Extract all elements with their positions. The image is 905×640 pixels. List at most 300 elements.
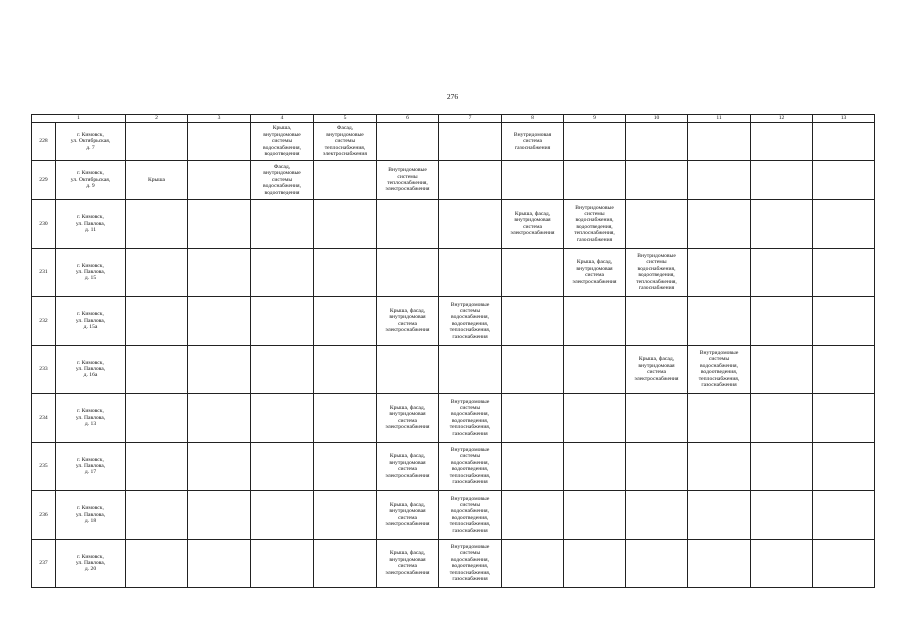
work-cell	[314, 297, 377, 346]
cell-line: электроснабжения	[510, 230, 555, 237]
cell-line: внутридомовая	[389, 556, 426, 563]
work-cell	[251, 161, 314, 200]
work-cell	[188, 123, 251, 161]
column-header: 10	[626, 115, 688, 123]
work-cell	[626, 297, 688, 346]
cell-line: ул. Павлова,	[75, 317, 106, 324]
cell-line: теплоснабжения,	[387, 180, 428, 186]
cell-line: ул. Павлова,	[75, 560, 106, 567]
cell-line: водоснабжения,	[451, 459, 489, 466]
address-cell	[56, 442, 126, 491]
table-header-row	[32, 115, 875, 123]
work-cell	[251, 442, 314, 491]
work-cell	[377, 248, 439, 297]
work-cell	[564, 161, 626, 200]
work-cell	[813, 345, 875, 394]
cell-line: теплоснабжения,	[449, 327, 491, 334]
cell-line: водоотведения,	[451, 563, 489, 570]
cell-line: газоснабжения	[701, 382, 737, 389]
cell-line: г. Кимовск,	[77, 311, 104, 318]
cell-line: электроснабжения	[572, 278, 617, 285]
work-cell	[502, 248, 564, 297]
cell-line: электроснабжения	[634, 375, 679, 382]
work-cell	[439, 491, 502, 540]
cell-line: Внутридомовые	[575, 204, 614, 211]
cell-line: теплоснабжения,	[324, 144, 366, 151]
work-cell	[626, 161, 688, 200]
cell-line: Крыша,	[272, 125, 292, 132]
cell-line: Внутридомовые	[450, 447, 490, 454]
cell-line: водоотведения,	[638, 272, 675, 279]
work-cell	[188, 248, 251, 297]
cell-line: электроснабжения	[385, 521, 430, 528]
cell-line: водоснабжения,	[451, 556, 489, 563]
cell-line: теплоснабжения,	[574, 230, 615, 237]
table-row	[32, 161, 875, 200]
cell-line: газоснабжения	[452, 527, 488, 534]
cell-line: водоснабжения,	[575, 217, 614, 224]
cell-line: Внутридомовые	[388, 167, 427, 174]
cell-line: водоснабжения,	[637, 265, 676, 272]
cell-line: д. 15а	[83, 323, 98, 330]
work-cell	[626, 200, 688, 249]
cell-line: водоснабжения,	[263, 183, 301, 190]
table-row	[32, 394, 875, 443]
cell-line: ул. Октябрьская,	[70, 138, 111, 145]
cell-line: г. Кимовск,	[77, 505, 104, 512]
work-cell	[439, 200, 502, 249]
cell-line: электроснабжения	[323, 151, 367, 158]
address-cell	[56, 394, 126, 443]
work-cell	[751, 200, 813, 249]
work-cell	[564, 248, 626, 297]
address-cell	[56, 345, 126, 394]
cell-line: электроснабжения	[385, 186, 430, 193]
work-cell	[251, 200, 314, 249]
cell-line: 236	[39, 511, 48, 518]
work-cell	[251, 539, 314, 588]
cell-line: Внутридомовые	[637, 253, 676, 260]
table-row	[32, 200, 875, 249]
work-cell	[188, 442, 251, 491]
work-cell	[751, 491, 813, 540]
work-cell	[126, 539, 188, 588]
cell-line: внутридомовая	[638, 362, 675, 369]
work-cell	[377, 394, 439, 443]
cell-line: ул. Павлова,	[75, 414, 106, 421]
work-cell	[502, 539, 564, 588]
cell-line: внутридомовая	[389, 459, 426, 466]
cell-line: 231	[39, 269, 48, 276]
work-cell	[377, 539, 439, 588]
work-cell	[813, 491, 875, 540]
work-cell	[377, 442, 439, 491]
cell-line: внутридомовая	[389, 314, 426, 321]
table-row	[32, 123, 875, 161]
work-cell	[377, 345, 439, 394]
work-cell	[688, 442, 751, 491]
cell-line: Крыша, фасад,	[389, 550, 426, 557]
work-cell	[314, 248, 377, 297]
work-cell	[188, 345, 251, 394]
cell-line: Внутридомовая	[513, 131, 552, 138]
cell-line: системы	[397, 173, 418, 180]
cell-line: Крыша, фасад,	[389, 307, 426, 314]
cell-line: г. Кимовск,	[77, 553, 104, 560]
cell-line: д. 16а	[83, 372, 98, 379]
work-cell	[502, 200, 564, 249]
cell-line: г. Кимовск,	[77, 131, 104, 138]
cell-line: водоотведения,	[451, 466, 489, 473]
work-cell	[188, 394, 251, 443]
work-cell	[688, 123, 751, 161]
cell-line: водоснабжения,	[451, 411, 489, 418]
cell-line: электроснабжения	[385, 472, 430, 479]
cell-line: 235	[39, 463, 48, 470]
cell-line: 228	[39, 138, 48, 145]
cell-line: системы	[584, 210, 605, 217]
cell-line: водоотведения	[264, 151, 300, 158]
cell-line: внутридомовая	[389, 411, 426, 418]
work-cell	[751, 394, 813, 443]
work-cell	[439, 123, 502, 161]
cell-line: система	[647, 369, 666, 376]
work-cell	[751, 248, 813, 297]
work-cell	[126, 297, 188, 346]
column-header: 7	[439, 115, 502, 123]
cell-line: водоотведения,	[451, 417, 489, 424]
cell-line: системы	[459, 307, 481, 314]
cell-line: системы	[459, 404, 481, 411]
cell-line: д. 13	[84, 420, 97, 427]
work-cell	[126, 442, 188, 491]
address-cell	[56, 491, 126, 540]
table-row	[32, 248, 875, 297]
column-header: 9	[564, 115, 626, 123]
work-cell	[564, 200, 626, 249]
work-cell	[377, 491, 439, 540]
row-number-cell	[32, 297, 56, 346]
work-cell	[377, 297, 439, 346]
work-cell	[126, 248, 188, 297]
cell-line: водоотведения,	[451, 514, 489, 521]
address-cell	[56, 200, 126, 249]
cell-line: водоотведения	[264, 189, 300, 196]
work-cell	[564, 394, 626, 443]
work-cell	[126, 200, 188, 249]
work-cell	[813, 394, 875, 443]
cell-line: газоснабжения	[576, 236, 613, 243]
work-cell	[626, 248, 688, 297]
cell-line: системы	[646, 259, 667, 266]
cell-line: газоснабжения	[452, 576, 488, 583]
cell-line: д. 9	[86, 183, 95, 190]
address-cell	[56, 161, 126, 200]
work-cell	[751, 123, 813, 161]
cell-line: теплоснабжения,	[449, 521, 491, 528]
repair-schedule-table	[31, 114, 875, 588]
cell-line: теплоснабжения,	[449, 424, 491, 431]
table-row	[32, 345, 875, 394]
work-cell	[188, 539, 251, 588]
cell-line: водоснабжения,	[700, 362, 738, 369]
column-header: 4	[251, 115, 314, 123]
work-cell	[439, 297, 502, 346]
work-cell	[126, 123, 188, 161]
cell-line: 237	[39, 560, 48, 567]
table-row	[32, 491, 875, 540]
cell-line: внутридомовые	[263, 131, 301, 138]
work-cell	[188, 491, 251, 540]
work-cell	[751, 442, 813, 491]
work-cell	[251, 491, 314, 540]
column-header: 1	[32, 115, 126, 123]
work-cell	[626, 442, 688, 491]
work-cell	[314, 394, 377, 443]
cell-line: д. 17	[84, 469, 97, 476]
cell-line: Внутридомовые	[450, 301, 490, 308]
work-cell	[813, 442, 875, 491]
row-number-cell	[32, 248, 56, 297]
work-cell	[564, 539, 626, 588]
cell-line: система	[398, 417, 417, 424]
cell-line: Фасад,	[336, 125, 354, 132]
table-row	[32, 539, 875, 588]
cell-line: 233	[39, 366, 48, 373]
cell-line: электроснабжения	[385, 569, 430, 576]
work-cell	[688, 248, 751, 297]
cell-line: система	[398, 466, 417, 473]
work-cell	[439, 394, 502, 443]
work-cell	[564, 297, 626, 346]
cell-line: д. 15	[84, 275, 97, 282]
cell-line: д. 20	[84, 566, 97, 573]
row-number-cell	[32, 123, 56, 161]
cell-line: системы	[708, 356, 730, 363]
work-cell	[626, 345, 688, 394]
cell-line: теплоснабжения,	[449, 569, 491, 576]
row-number-cell	[32, 161, 56, 200]
cell-line: ул. Павлова,	[75, 220, 106, 227]
cell-line: 232	[39, 317, 48, 324]
cell-line: Фасад,	[273, 163, 291, 170]
work-cell	[751, 539, 813, 588]
work-cell	[377, 200, 439, 249]
work-cell	[688, 394, 751, 443]
work-cell	[314, 442, 377, 491]
column-header: 12	[751, 115, 813, 123]
work-cell	[314, 345, 377, 394]
cell-line: системы	[459, 550, 481, 557]
cell-line: внутридомовая	[389, 508, 426, 515]
cell-line: системы	[271, 176, 293, 183]
work-cell	[751, 345, 813, 394]
cell-line: внутридомовая	[576, 265, 613, 272]
cell-line: ул. Павлова,	[75, 463, 106, 470]
work-cell	[813, 123, 875, 161]
cell-line: Внутридомовые	[450, 495, 490, 502]
cell-line: Внутридомовые	[450, 398, 490, 405]
work-cell	[502, 394, 564, 443]
row-number-cell	[32, 539, 56, 588]
work-cell	[688, 491, 751, 540]
address-cell	[56, 539, 126, 588]
cell-line: г. Кимовск,	[77, 170, 104, 177]
work-cell	[188, 297, 251, 346]
work-cell	[626, 539, 688, 588]
cell-line: системы	[271, 138, 293, 145]
cell-line: Крыша, фасад,	[514, 210, 551, 217]
work-cell	[314, 200, 377, 249]
work-cell	[626, 491, 688, 540]
cell-line: водоотведения,	[451, 320, 489, 327]
work-cell	[126, 161, 188, 200]
cell-line: Крыша, фасад,	[576, 259, 613, 266]
work-cell	[502, 161, 564, 200]
column-header: 5	[314, 115, 377, 123]
cell-line: газоснабжения	[452, 479, 488, 486]
cell-line: 229	[39, 176, 48, 183]
work-cell	[251, 297, 314, 346]
column-header: 3	[188, 115, 251, 123]
work-cell	[813, 297, 875, 346]
cell-line: г. Кимовск,	[77, 262, 104, 269]
work-cell	[439, 345, 502, 394]
work-cell	[626, 394, 688, 443]
cell-line: внутридомовые	[263, 170, 301, 177]
work-cell	[502, 345, 564, 394]
work-cell	[188, 161, 251, 200]
work-cell	[188, 200, 251, 249]
cell-line: водоотведения,	[576, 223, 613, 230]
work-cell	[564, 123, 626, 161]
work-cell	[626, 123, 688, 161]
work-cell	[439, 248, 502, 297]
work-cell	[751, 297, 813, 346]
column-header: 11	[688, 115, 751, 123]
cell-line: водоснабжения,	[263, 144, 301, 151]
cell-line: г. Кимовск,	[77, 456, 104, 463]
cell-line: теплоснабжения,	[636, 278, 677, 285]
cell-line: внутридомовые	[326, 131, 364, 138]
cell-line: системы	[459, 453, 481, 460]
work-cell	[813, 200, 875, 249]
column-header: 13	[813, 115, 875, 123]
cell-line: системы	[459, 501, 481, 508]
cell-line: д. 18	[84, 517, 97, 524]
work-cell	[688, 539, 751, 588]
cell-line: система	[398, 563, 417, 570]
cell-line: ул. Павлова,	[75, 269, 106, 276]
column-header: 2	[126, 115, 188, 123]
work-cell	[439, 161, 502, 200]
work-cell	[502, 297, 564, 346]
cell-line: внутридомовая	[514, 217, 551, 224]
work-cell	[377, 161, 439, 200]
cell-line: д. 11	[84, 226, 97, 233]
cell-line: газоснабжения	[514, 144, 551, 151]
cell-line: 234	[39, 414, 48, 421]
cell-line: Крыша, фасад,	[389, 404, 426, 411]
work-cell	[126, 394, 188, 443]
work-cell	[251, 345, 314, 394]
work-cell	[688, 345, 751, 394]
row-number-cell	[32, 491, 56, 540]
cell-line: Крыша, фасад,	[389, 501, 426, 508]
cell-line: Внутридомовые	[450, 544, 490, 551]
cell-line: Крыша, фасад,	[389, 453, 426, 460]
work-cell	[314, 123, 377, 161]
table-body	[32, 123, 875, 588]
work-cell	[688, 297, 751, 346]
work-cell	[377, 123, 439, 161]
cell-line: электроснабжения	[385, 424, 430, 431]
cell-line: водоснабжения,	[451, 314, 489, 321]
row-number-cell	[32, 345, 56, 394]
work-cell	[564, 442, 626, 491]
cell-line: д. 7	[86, 144, 95, 151]
work-cell	[688, 200, 751, 249]
work-cell	[314, 161, 377, 200]
work-cell	[564, 345, 626, 394]
work-cell	[502, 442, 564, 491]
cell-line: электроснабжения	[385, 327, 430, 334]
table-row	[32, 297, 875, 346]
work-cell	[502, 491, 564, 540]
cell-line: теплоснабжения,	[449, 472, 491, 479]
work-cell	[251, 394, 314, 443]
cell-line: Крыша	[147, 176, 166, 183]
work-cell	[126, 345, 188, 394]
work-cell	[314, 539, 377, 588]
cell-line: Внутридомовые	[699, 350, 739, 357]
cell-line: система	[585, 272, 604, 279]
column-header: 8	[502, 115, 564, 123]
work-cell	[813, 161, 875, 200]
work-cell	[564, 491, 626, 540]
work-cell	[126, 491, 188, 540]
row-number-cell	[32, 200, 56, 249]
cell-line: системы	[334, 138, 356, 145]
cell-line: система	[398, 514, 417, 521]
cell-line: г. Кимовск,	[77, 214, 104, 221]
work-cell	[251, 248, 314, 297]
cell-line: система	[398, 320, 417, 327]
cell-line: ул. Павлова,	[75, 511, 106, 518]
cell-line: теплоснабжения,	[698, 375, 740, 382]
work-cell	[813, 248, 875, 297]
column-header: 6	[377, 115, 439, 123]
row-number-cell	[32, 394, 56, 443]
cell-line: Крыша, фасад,	[638, 356, 675, 363]
page-number: 276	[446, 92, 459, 101]
cell-line: г. Кимовск,	[77, 408, 104, 415]
row-number-cell	[32, 442, 56, 491]
cell-line: газоснабжения	[452, 333, 488, 340]
work-cell	[251, 123, 314, 161]
cell-line: газоснабжения	[638, 285, 675, 292]
cell-line: 230	[39, 220, 48, 227]
work-cell	[688, 161, 751, 200]
table-row	[32, 442, 875, 491]
work-cell	[314, 491, 377, 540]
address-cell	[56, 248, 126, 297]
work-cell	[751, 161, 813, 200]
address-cell	[56, 297, 126, 346]
address-cell	[56, 123, 126, 161]
cell-line: система	[523, 138, 542, 145]
cell-line: водоотведения,	[700, 369, 738, 376]
